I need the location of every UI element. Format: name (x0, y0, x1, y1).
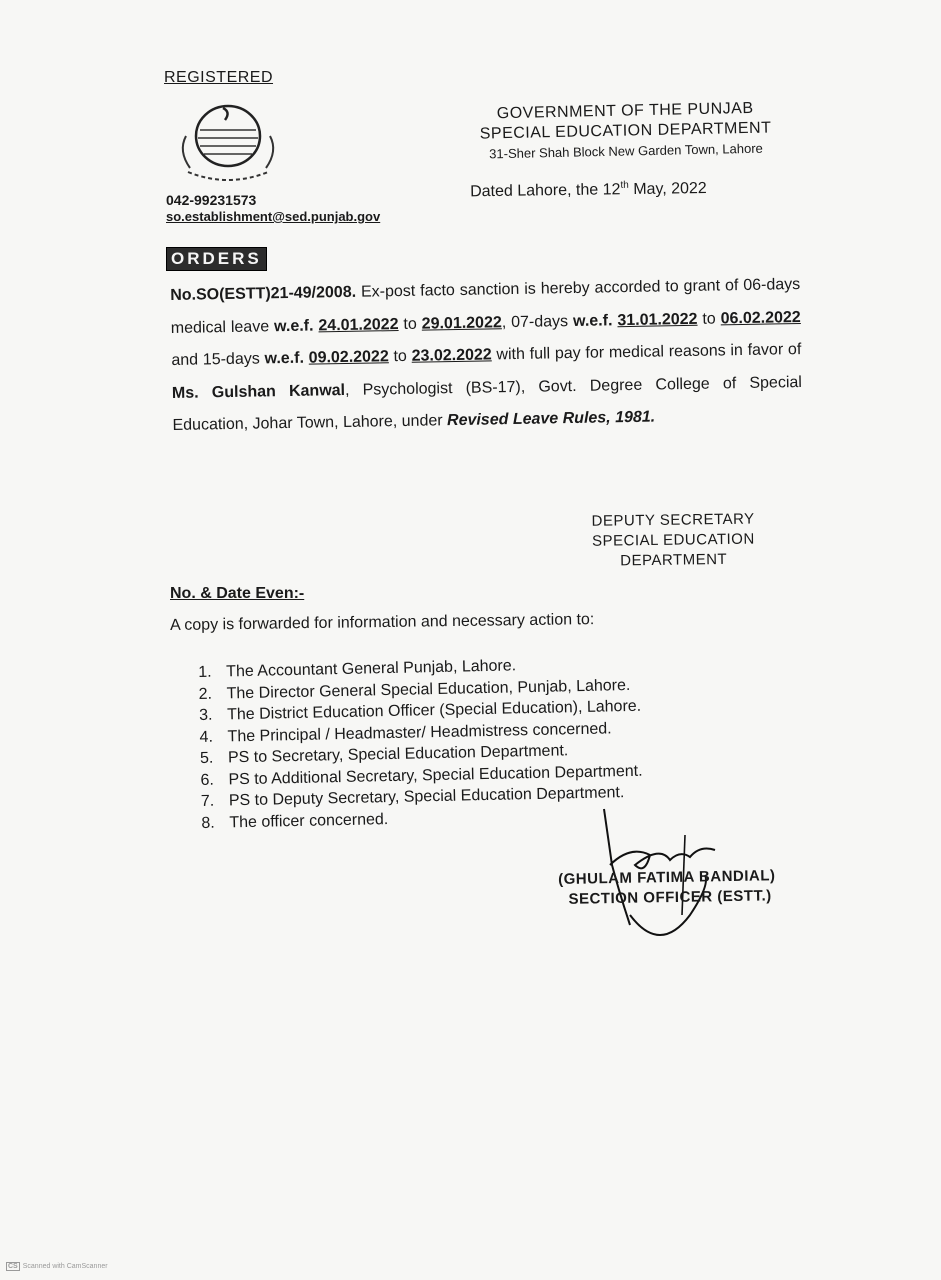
email-address: so.establishment@sed.punjab.gov (166, 209, 381, 224)
recipient-number: 4. (199, 728, 214, 746)
recipient-text: PS to Additional Secretary, Special Education Department. (228, 762, 643, 788)
recipient-number: 3. (198, 706, 213, 724)
date-line (470, 179, 707, 202)
no-date-even-heading: No. & Date Even:- (170, 585, 305, 602)
camscanner-icon: CS (8, 1263, 18, 1270)
phone-number: 042-99231573 (166, 192, 257, 208)
recipient-text: The officer concerned. (229, 810, 389, 831)
leave-date: 31.01.2022 (617, 310, 698, 329)
order-ref-no: No.SO(ESTT)21-49/2008. (170, 283, 357, 304)
deputy-line2: SPECIAL EDUCATION (591, 530, 755, 550)
recipient-number: 5. (199, 749, 214, 767)
copy-intro-text: A copy is forwarded for information and necessary action to: (170, 611, 595, 634)
recipient-number: 8. (201, 814, 215, 832)
signer-title: SECTION OFFICER (ESTT.) (568, 887, 772, 908)
registered-label: REGISTERED (164, 69, 274, 86)
signer-block (558, 866, 776, 910)
government-name: GOVERNMENT OF THE PUNJAB (496, 99, 754, 123)
camscanner-watermark (6, 1262, 108, 1271)
recipient-text: The District Education Officer (Special Education), Lahore. (226, 697, 642, 724)
date-prefix: Dated Lahore, the 12 (470, 181, 621, 201)
leave-date: 24.01.2022 (318, 315, 399, 334)
order-text: , Psychologist (BS-17), Govt. Degree College of Special Education, Johar Town, Lahore, under (172, 373, 803, 434)
government-header (460, 98, 791, 165)
recipient-text: PS to Secretary, Special Education Department. (227, 742, 569, 767)
order-paragraph (170, 269, 803, 442)
punjab-seal-logo (168, 96, 288, 186)
wef-label: w.e.f. (264, 349, 305, 368)
leave-date: 06.02.2022 (720, 308, 801, 327)
order-text: , 07-days (501, 312, 574, 331)
order-text: to (388, 347, 412, 366)
wef-label: w.e.f. (572, 311, 613, 330)
recipient-number: 1. (198, 663, 212, 681)
recipient-text: The Principal / Headmaster/ Headmistress concerned. (227, 719, 612, 745)
recipient-text: The Director General Special Education, Punjab, Lahore. (226, 676, 631, 702)
leave-date: 23.02.2022 (411, 346, 492, 365)
department-address: 31-Sher Shah Block New Garden Town, Lahore (489, 140, 763, 162)
recipient-number: 6. (200, 771, 214, 789)
department-name: SPECIAL EDUCATION DEPARTMENT (479, 119, 772, 143)
employee-name: Ms. Gulshan Kanwal (171, 381, 346, 402)
camscanner-text: Scanned with CamScanner (22, 1263, 108, 1270)
date-sup: th (620, 179, 629, 191)
order-text: to (398, 315, 422, 333)
order-text: and 15-days (171, 350, 265, 369)
signer-name: (GHULAM FATIMA BANDIAL) (558, 867, 776, 888)
recipient-text: The Accountant General Punjab, Lahore. (226, 657, 517, 681)
recipient-number: 7. (200, 792, 215, 810)
orders-heading: ORDERS (166, 247, 267, 271)
deputy-line1: DEPUTY SECRETARY (591, 510, 755, 530)
leave-date: 29.01.2022 (421, 313, 502, 333)
deputy-line3: DEPARTMENT (620, 550, 728, 570)
copy-recipient-list (198, 653, 644, 834)
order-text: with full pay for medical reasons in favor of (491, 340, 802, 364)
order-text: to (697, 309, 721, 328)
leave-rules: Revised Leave Rules, 1981. (446, 408, 656, 430)
recipient-number: 2. (198, 685, 213, 703)
deputy-secretary-block (578, 509, 769, 572)
leave-date: 09.02.2022 (308, 348, 389, 367)
date-suffix: May, 2022 (628, 180, 707, 199)
recipient-text: PS to Deputy Secretary, Special Education Department. (228, 784, 625, 810)
wef-label: w.e.f. (273, 317, 314, 335)
order-text: Ex-post facto sanction is hereby accorded to grant of 06-days medical leave (170, 276, 801, 337)
